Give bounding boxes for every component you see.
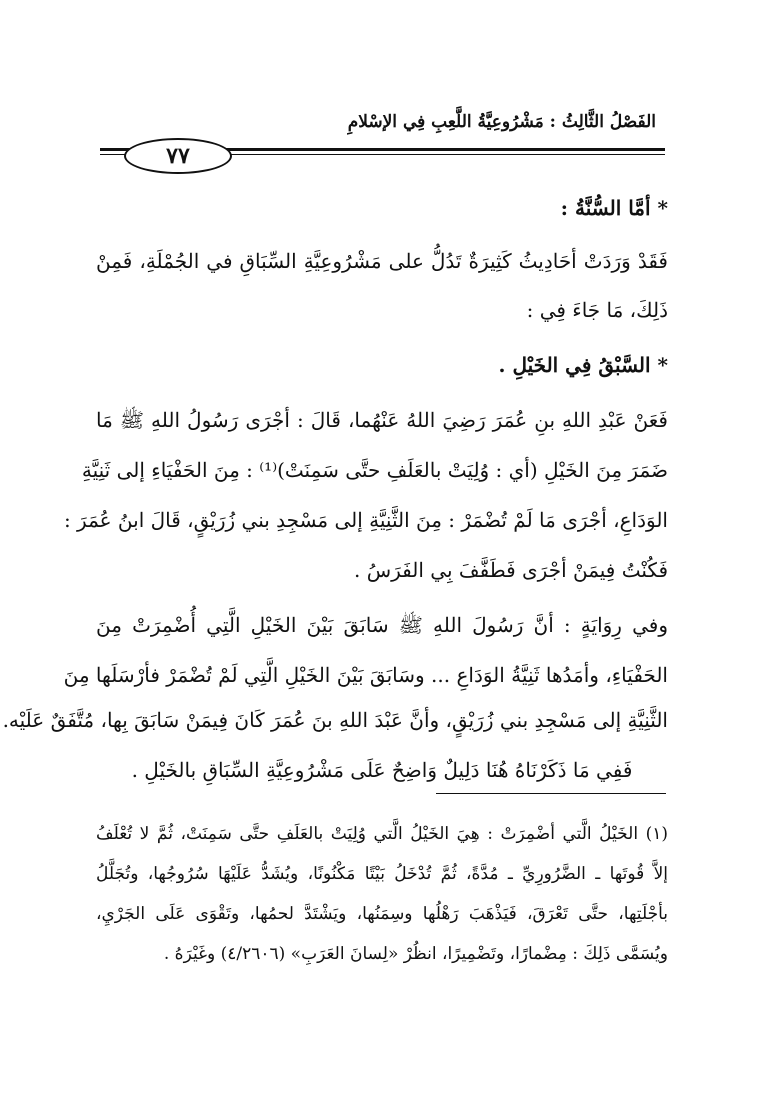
- paragraph-conclusion: فَفِي مَا ذَكَرْنَاهُ هُنَا دَلِيلٌ وَاضِحٌ عَلَى مَشْرُوعِيَّةِ السِّبَاقِ بالخَيْلِ .: [131, 758, 633, 782]
- paragraph-line: فَكُنْتُ فِيمَنْ أجْرَى فَطَفَّفَ بِي الفَرَسُ .: [353, 558, 668, 582]
- footnote-line: بأجْلَتِها، حتَّى تَعْرَقَ، فَيَذْهَبَ رَهْلُها وسِمَنُها، ويَشْتَدَّ لحمُها، وتَقْوَى عَلَى الجَرْيِ،: [96, 904, 668, 924]
- footnote-line: (١) الخَيْلُ الَّتي أضْمِرَتْ : هِيَ الخَيْلُ الَّتي وُلِيَتْ بالعَلَفِ حتَّى سَمِنَتْ، ثُمَّ لا تُعْلَفُ: [96, 824, 668, 844]
- paragraph-line: الحَفْيَاءِ، وأمَدُها ثَنِيَّةُ الوَدَاعِ ... وسَابَقَ بَيْنَ الخَيْلِ الَّتِي لَمْ تُضْمَرْ فأرْسَلَها مِنَ: [63, 663, 668, 687]
- paragraph-line: فَقَدْ وَرَدَتْ أحَادِيثُ كَثِيرَةٌ تَدُلُّ على مَشْرُوعِيَّةِ السِّبَاقِ في الجُمْلَةِ، فَمِنْ: [96, 249, 668, 273]
- section-heading-sunnah: * أمَّا السُّنَّةُ :: [560, 196, 668, 220]
- page-number-badge: [124, 138, 232, 174]
- paragraph-line: ضَمَرَ مِنَ الخَيْلِ (أي : وُلِيَتْ بالعَلَفِ حتَّى سَمِنَتْ)⁽¹⁾ : مِنَ الحَفْيَاءِ إلى ثَنِيَّةِ: [81, 458, 668, 482]
- paragraph-line: فَعَنْ عَبْدِ اللهِ بنِ عُمَرَ رَضِيَ اللهُ عَنْهُما، قَالَ : أجْرَى رَسُولُ اللهِ ﷺ مَا: [96, 408, 668, 432]
- paragraph-line: وفي رِوَايَةٍ : أنَّ رَسُولَ اللهِ ﷺ سَابَقَ بَيْنَ الخَيْلِ الَّتِي أُضْمِرَتْ مِنَ: [96, 613, 668, 637]
- footnote-line: ويُسَمَّى ذَلِكَ : مِضْمارًا، وتَضْمِيرًا، انظُرْ «لِسانَ العَرَبِ» (٤/٢٦٠٦) وغَيْرَهُ .: [163, 944, 668, 964]
- section-heading-horse-race: * السَّبْقُ فِي الخَيْلِ .: [498, 353, 668, 377]
- paragraph-line: الوَدَاعِ، أجْرَى مَا لَمْ تُضْمَرْ : مِنَ الثَّنِيَّةِ إلى مَسْجِدِ بني زُرَيْقٍ، قَالَ ابنُ عُمَرَ :: [63, 508, 668, 532]
- footnote-line: إلاَّ قُوتَها ـ الضَّرُورِيِّ ـ مُدَّةً، ثُمَّ تُدْخَلُ بَيْتًا مَكْنُونًا، ويُشَدُّ عَلَيْهَا سُرُوجُها، وتُجَلَّلُ: [96, 864, 668, 884]
- paragraph-line: الثَّنِيَّةِ إلى مَسْجِدِ بني زُرَيْقٍ، وأنَّ عَبْدَ اللهِ بنَ عُمَرَ كَانَ فِيمَنْ سَابَقَ بِها، مُتَّفَقٌ عَلَيْه.: [2, 708, 668, 732]
- running-title: الفَصْلُ الثَّالِثُ : مَشْرُوعِيَّةُ اللَّعِبِ فِي الإسْلامِ: [347, 112, 656, 132]
- paragraph-line: ذَلِكَ، مَا جَاءَ فِي :: [526, 298, 668, 322]
- page-number: ٧٧: [166, 143, 190, 169]
- footnote-separator: [436, 793, 666, 794]
